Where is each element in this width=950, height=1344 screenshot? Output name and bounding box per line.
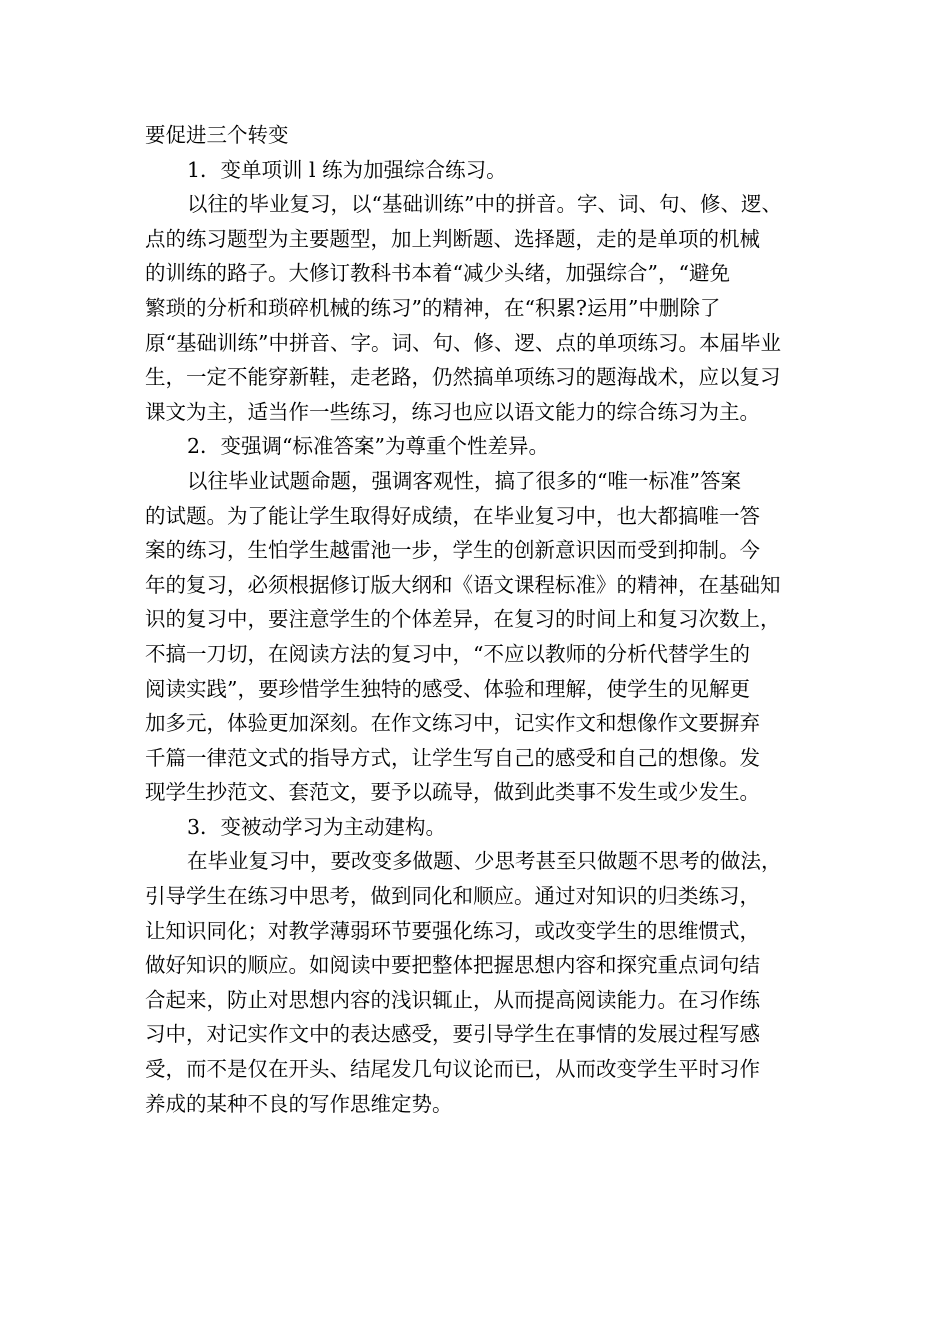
text-line: 案的练习，生怕学生越雷池一步，学生的创新意识因而受到抑制。今 (145, 538, 760, 563)
text-line: 千篇一律范文式的指导方式，让学生写自己的感受和自己的想像。发 (145, 745, 760, 770)
text-line: 课文为主，适当作一些练习，练习也应以语文能力的综合练习为主。 (145, 399, 760, 424)
text-line: 阅读实践”，要珍惜学生独特的感受、体验和理解，使学生的见解更 (145, 676, 750, 701)
text-line: 习中，对记实作文中的表达感受，要引导学生在事情的发展过程写感 (145, 1022, 760, 1047)
text-line: 不搞一刀切，在阅读方法的复习中，“不应以教师的分析代替学生的 (145, 641, 750, 666)
text-line: 在毕业复习中，要改变多做题、少思考甚至只做题不思考的做法， (187, 849, 782, 874)
text-line: 的训练的路子。大修订教科书本着“减少头绪，加强综合”，“避免 (145, 261, 730, 286)
text-line: 生，一定不能穿新鞋，走老路，仍然搞单项练习的题海战术，应以复习 (145, 365, 781, 390)
text-line: 点的练习题型为主要题型，加上判断题、选择题，走的是单项的机械 (145, 226, 760, 251)
text-line: 原“基础训练”中拼音、字。词、句、修、逻、点的单项练习。本届毕业 (145, 330, 781, 355)
text-line: 以往的毕业复习，以“基础训练”中的拼音。字、词、句、修、逻、 (187, 192, 782, 217)
text-line: 繁琐的分析和琐碎机械的练习”的精神，在“积累?运用”中删除了 (145, 295, 721, 320)
text-line: 合起来，防止对思想内容的浅识辄止，从而提高阅读能力。在习作练 (145, 987, 760, 1012)
text-line: 让知识同化；对教学薄弱环节要强化练习，或改变学生的思维惯式， (145, 918, 760, 943)
item-heading-1: 1．变单项训 l 练为加强综合练习。 (187, 157, 507, 182)
text-line: 加多元，体验更加深刻。在作文练习中，记实作文和想像作文要摒弃 (145, 711, 760, 736)
text-line: 的试题。为了能让学生取得好成绩，在毕业复习中，也大都搞唯一答 (145, 503, 760, 528)
text-line: 引导学生在练习中思考，做到同化和顺应。通过对知识的归类练习， (145, 884, 760, 909)
text-line: 养成的某种不良的写作思维定势。 (145, 1091, 453, 1116)
text-line: 受，而不是仅在开头、结尾发几句议论而已，从而改变学生平时习作 (145, 1057, 760, 1082)
item-heading-2: 2．变强调“标准答案”为尊重个性差异。 (187, 434, 550, 459)
text-line: 现学生抄范文、套范文，要予以疏导，做到此类事不发生或少发生。 (145, 780, 760, 805)
text-line: 以往毕业试题命题，强调客观性，搞了很多的“唯一标准”答案 (187, 468, 741, 493)
text-line: 年的复习，必须根据修订版大纲和《语文课程标准》的精神，在基础知 (145, 572, 781, 597)
item-heading-3: 3．变被动学习为主动建构。 (187, 814, 447, 839)
section-heading: 要促进三个转变 (145, 123, 289, 147)
text-line: 识的复习中，要注意学生的个体差异，在复习的时间上和复习次数上， (145, 607, 781, 632)
text-line: 做好知识的顺应。如阅读中要把整体把握思想内容和探究重点词句结 (145, 953, 760, 978)
document-body (145, 118, 810, 1121)
